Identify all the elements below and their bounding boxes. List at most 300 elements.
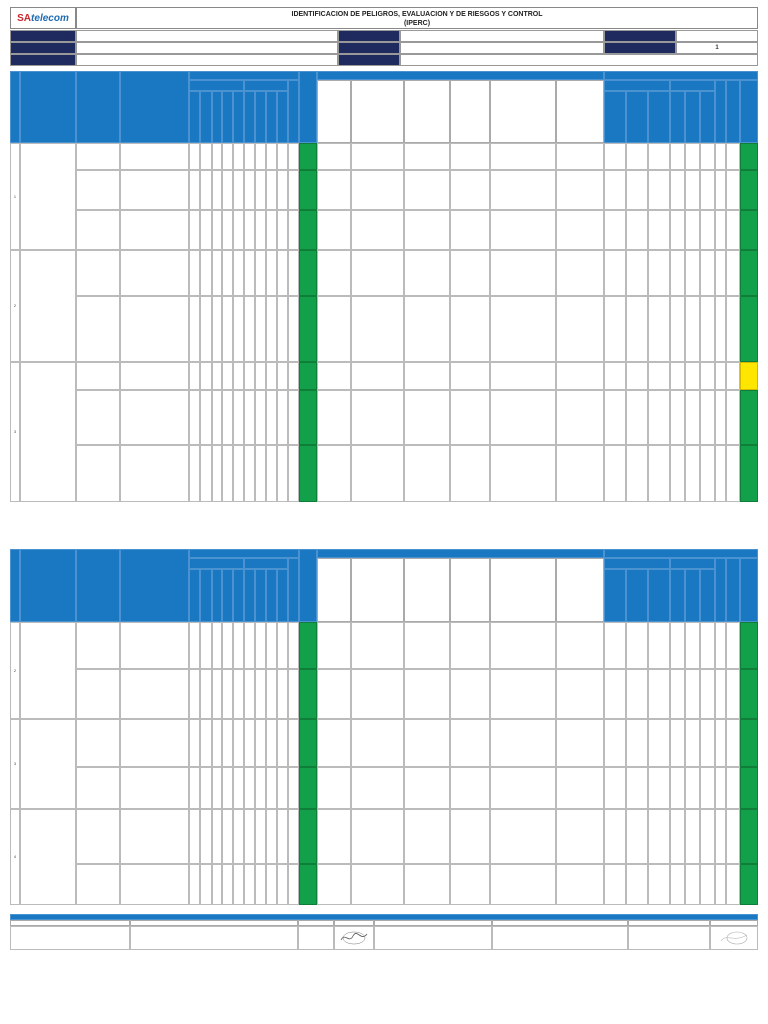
score-cell bbox=[244, 250, 255, 296]
subheader bbox=[626, 569, 648, 622]
residual-score-cell bbox=[604, 864, 626, 905]
score-cell bbox=[266, 622, 277, 669]
task-name bbox=[20, 622, 76, 719]
residual-score-cell bbox=[626, 296, 648, 362]
stamp-image bbox=[710, 926, 758, 950]
score-cell bbox=[266, 170, 277, 210]
control-cell bbox=[556, 362, 604, 390]
risk-cell bbox=[120, 622, 189, 669]
residual-score-cell bbox=[604, 362, 626, 390]
col-header-number bbox=[10, 549, 20, 622]
residual-score-cell bbox=[726, 250, 740, 296]
control-cell bbox=[556, 210, 604, 250]
control-cell bbox=[490, 445, 556, 502]
control-cell bbox=[351, 622, 404, 669]
score-cell bbox=[255, 296, 266, 362]
control-cell bbox=[317, 296, 351, 362]
residual-score-cell bbox=[715, 445, 726, 502]
score-cell bbox=[266, 767, 277, 809]
residual-score-cell bbox=[726, 719, 740, 767]
residual-score-cell bbox=[726, 143, 740, 170]
score-cell bbox=[277, 445, 288, 502]
residual-score-cell bbox=[626, 719, 648, 767]
control-cell bbox=[450, 210, 490, 250]
prepared-name bbox=[130, 926, 298, 950]
control-cell bbox=[556, 669, 604, 719]
control-subheader bbox=[404, 80, 450, 143]
risk-cell bbox=[120, 445, 189, 502]
col-header-probability bbox=[189, 80, 244, 91]
control-cell bbox=[450, 669, 490, 719]
residual-level-green bbox=[740, 809, 758, 864]
risk-level-green bbox=[299, 170, 317, 210]
risk-level-green bbox=[299, 296, 317, 362]
score-cell bbox=[255, 669, 266, 719]
subheader bbox=[685, 569, 700, 622]
residual-score-cell bbox=[604, 210, 626, 250]
control-cell bbox=[351, 143, 404, 170]
score-cell bbox=[233, 809, 244, 864]
control-subheader bbox=[450, 558, 490, 622]
hazard-cell bbox=[76, 143, 120, 170]
control-cell bbox=[317, 445, 351, 502]
control-subheader bbox=[490, 558, 556, 622]
score-cell bbox=[212, 250, 222, 296]
col-header-controls bbox=[317, 71, 604, 80]
risk-level-green bbox=[299, 445, 317, 502]
score-cell bbox=[266, 210, 277, 250]
approved-date bbox=[628, 926, 710, 950]
score-cell bbox=[277, 809, 288, 864]
residual-score-cell bbox=[648, 390, 670, 445]
subheader bbox=[604, 91, 626, 143]
info-value bbox=[400, 30, 604, 42]
info-label bbox=[604, 42, 676, 54]
info-label bbox=[10, 42, 76, 54]
control-cell bbox=[317, 390, 351, 445]
control-cell bbox=[490, 210, 556, 250]
control-subheader bbox=[556, 558, 604, 622]
residual-score-cell bbox=[626, 362, 648, 390]
score-cell bbox=[222, 809, 233, 864]
score-cell bbox=[233, 719, 244, 767]
row-number: 2 bbox=[10, 250, 20, 362]
control-cell bbox=[404, 390, 450, 445]
score-cell bbox=[189, 250, 200, 296]
control-cell bbox=[351, 445, 404, 502]
control-cell bbox=[450, 170, 490, 210]
control-cell bbox=[556, 767, 604, 809]
residual-score-cell bbox=[715, 809, 726, 864]
risk-cell bbox=[120, 250, 189, 296]
score-cell bbox=[233, 622, 244, 669]
residual-score-cell bbox=[700, 864, 715, 905]
risk-level-green bbox=[299, 669, 317, 719]
residual-score-cell bbox=[700, 296, 715, 362]
control-cell bbox=[450, 362, 490, 390]
control-cell bbox=[317, 864, 351, 905]
score-cell bbox=[189, 390, 200, 445]
residual-score-cell bbox=[604, 170, 626, 210]
score-cell bbox=[244, 669, 255, 719]
score-cell bbox=[288, 390, 299, 445]
risk-cell bbox=[120, 809, 189, 864]
col-header-hazard bbox=[76, 71, 120, 143]
residual-score-cell bbox=[648, 362, 670, 390]
score-cell bbox=[266, 809, 277, 864]
subheader bbox=[266, 91, 277, 143]
col-header-risk-level bbox=[288, 558, 299, 622]
control-cell bbox=[450, 143, 490, 170]
control-cell bbox=[351, 210, 404, 250]
subheader bbox=[648, 91, 670, 143]
residual-score-cell bbox=[626, 669, 648, 719]
residual-score-cell bbox=[626, 445, 648, 502]
control-cell bbox=[404, 143, 450, 170]
control-cell bbox=[450, 445, 490, 502]
subheader bbox=[189, 91, 200, 143]
score-cell bbox=[288, 210, 299, 250]
control-cell bbox=[404, 445, 450, 502]
score-cell bbox=[222, 170, 233, 210]
score-cell bbox=[212, 170, 222, 210]
residual-score-cell bbox=[715, 622, 726, 669]
score-cell bbox=[212, 445, 222, 502]
score-cell bbox=[277, 669, 288, 719]
subheader bbox=[244, 569, 255, 622]
score-cell bbox=[277, 250, 288, 296]
subheader bbox=[255, 91, 266, 143]
hazard-cell bbox=[76, 622, 120, 669]
col-header-severity bbox=[670, 558, 715, 569]
control-cell bbox=[490, 296, 556, 362]
control-cell bbox=[556, 864, 604, 905]
score-cell bbox=[244, 719, 255, 767]
subheader bbox=[626, 91, 648, 143]
control-cell bbox=[556, 250, 604, 296]
residual-score-cell bbox=[700, 143, 715, 170]
residual-score-cell bbox=[700, 170, 715, 210]
score-cell bbox=[189, 210, 200, 250]
score-cell bbox=[233, 390, 244, 445]
residual-score-cell bbox=[670, 390, 685, 445]
score-cell bbox=[200, 362, 212, 390]
score-cell bbox=[266, 719, 277, 767]
residual-score-cell bbox=[715, 669, 726, 719]
control-cell bbox=[490, 669, 556, 719]
col-header-task bbox=[20, 71, 76, 143]
control-cell bbox=[351, 809, 404, 864]
residual-score-cell bbox=[626, 809, 648, 864]
residual-score-cell bbox=[700, 445, 715, 502]
score-cell bbox=[189, 170, 200, 210]
score-cell bbox=[212, 809, 222, 864]
score-cell bbox=[233, 170, 244, 210]
residual-score-cell bbox=[715, 767, 726, 809]
control-cell bbox=[490, 170, 556, 210]
score-cell bbox=[233, 296, 244, 362]
residual-score-cell bbox=[715, 250, 726, 296]
score-cell bbox=[266, 864, 277, 905]
hazard-cell bbox=[76, 170, 120, 210]
prepared-by bbox=[10, 926, 130, 950]
residual-score-cell bbox=[715, 390, 726, 445]
score-cell bbox=[244, 864, 255, 905]
control-cell bbox=[317, 669, 351, 719]
score-cell bbox=[288, 809, 299, 864]
residual-score-cell bbox=[726, 445, 740, 502]
col-header-hazard bbox=[76, 549, 120, 622]
score-cell bbox=[212, 296, 222, 362]
residual-score-cell bbox=[604, 390, 626, 445]
info-value bbox=[76, 42, 338, 54]
score-cell bbox=[244, 170, 255, 210]
score-cell bbox=[222, 669, 233, 719]
control-cell bbox=[556, 390, 604, 445]
residual-score-cell bbox=[626, 143, 648, 170]
control-cell bbox=[490, 143, 556, 170]
control-cell bbox=[317, 210, 351, 250]
control-cell bbox=[450, 390, 490, 445]
control-cell bbox=[404, 362, 450, 390]
score-cell bbox=[222, 719, 233, 767]
residual-score-cell bbox=[700, 390, 715, 445]
control-cell bbox=[317, 622, 351, 669]
residual-score-cell bbox=[685, 445, 700, 502]
col-header-severity bbox=[244, 80, 288, 91]
residual-score-cell bbox=[626, 864, 648, 905]
risk-level-green bbox=[299, 809, 317, 864]
control-cell bbox=[404, 864, 450, 905]
score-cell bbox=[288, 719, 299, 767]
residual-score-cell bbox=[726, 622, 740, 669]
control-subheader bbox=[556, 80, 604, 143]
residual-score-cell bbox=[604, 445, 626, 502]
score-cell bbox=[200, 210, 212, 250]
hazard-cell bbox=[76, 210, 120, 250]
subheader bbox=[189, 569, 200, 622]
score-cell bbox=[200, 170, 212, 210]
residual-score-cell bbox=[648, 296, 670, 362]
subheader bbox=[266, 569, 277, 622]
residual-score-cell bbox=[648, 767, 670, 809]
residual-score-cell bbox=[648, 143, 670, 170]
score-cell bbox=[200, 719, 212, 767]
score-cell bbox=[233, 864, 244, 905]
residual-score-cell bbox=[604, 669, 626, 719]
residual-score-cell bbox=[648, 210, 670, 250]
score-cell bbox=[189, 809, 200, 864]
residual-score-cell bbox=[604, 296, 626, 362]
row-number: 4 bbox=[10, 809, 20, 905]
control-cell bbox=[404, 669, 450, 719]
residual-score-cell bbox=[648, 669, 670, 719]
score-cell bbox=[200, 143, 212, 170]
residual-score-cell bbox=[685, 296, 700, 362]
control-cell bbox=[404, 170, 450, 210]
residual-score-cell bbox=[726, 809, 740, 864]
residual-score-cell bbox=[700, 719, 715, 767]
score-cell bbox=[189, 143, 200, 170]
residual-score-cell bbox=[685, 362, 700, 390]
control-cell bbox=[404, 250, 450, 296]
risk-cell bbox=[120, 170, 189, 210]
col-header-probability bbox=[189, 558, 244, 569]
control-cell bbox=[404, 719, 450, 767]
control-cell bbox=[404, 296, 450, 362]
risk-cell bbox=[120, 864, 189, 905]
risk-cell bbox=[120, 767, 189, 809]
subheader bbox=[726, 80, 740, 143]
score-cell bbox=[255, 809, 266, 864]
subheader bbox=[700, 569, 715, 622]
score-cell bbox=[212, 767, 222, 809]
score-cell bbox=[255, 445, 266, 502]
info-value bbox=[76, 30, 338, 42]
residual-score-cell bbox=[648, 719, 670, 767]
task-name bbox=[20, 143, 76, 250]
approved-by bbox=[374, 926, 492, 950]
control-cell bbox=[317, 719, 351, 767]
row-number: 1 bbox=[10, 143, 20, 250]
residual-score-cell bbox=[670, 622, 685, 669]
score-cell bbox=[222, 362, 233, 390]
score-cell bbox=[288, 250, 299, 296]
control-cell bbox=[556, 170, 604, 210]
score-cell bbox=[277, 767, 288, 809]
control-cell bbox=[404, 767, 450, 809]
residual-score-cell bbox=[685, 719, 700, 767]
subheader bbox=[233, 569, 244, 622]
residual-score-cell bbox=[670, 445, 685, 502]
score-cell bbox=[233, 210, 244, 250]
residual-score-cell bbox=[685, 864, 700, 905]
control-cell bbox=[490, 362, 556, 390]
col-header-classification bbox=[299, 549, 317, 622]
score-cell bbox=[222, 210, 233, 250]
score-cell bbox=[200, 669, 212, 719]
col-header-severity bbox=[670, 80, 715, 91]
score-cell bbox=[277, 719, 288, 767]
residual-score-cell bbox=[648, 864, 670, 905]
residual-score-cell bbox=[626, 170, 648, 210]
subheader bbox=[715, 80, 726, 143]
residual-score-cell bbox=[700, 250, 715, 296]
score-cell bbox=[288, 767, 299, 809]
control-cell bbox=[450, 250, 490, 296]
col-header-controls bbox=[317, 549, 604, 558]
row-number: 3 bbox=[10, 362, 20, 502]
score-cell bbox=[288, 669, 299, 719]
residual-level-green bbox=[740, 390, 758, 445]
risk-cell bbox=[120, 669, 189, 719]
score-cell bbox=[212, 719, 222, 767]
score-cell bbox=[255, 719, 266, 767]
residual-score-cell bbox=[700, 809, 715, 864]
row-number: 2 bbox=[10, 622, 20, 719]
residual-score-cell bbox=[726, 767, 740, 809]
signature-image bbox=[334, 926, 374, 950]
risk-level-green bbox=[299, 767, 317, 809]
subheader bbox=[726, 558, 740, 622]
score-cell bbox=[222, 622, 233, 669]
score-cell bbox=[189, 296, 200, 362]
score-cell bbox=[212, 622, 222, 669]
score-cell bbox=[244, 390, 255, 445]
residual-score-cell bbox=[626, 250, 648, 296]
info-label bbox=[604, 30, 676, 42]
residual-score-cell bbox=[685, 143, 700, 170]
residual-score-cell bbox=[685, 767, 700, 809]
col-header-initial-eval bbox=[189, 71, 299, 80]
score-cell bbox=[200, 250, 212, 296]
subheader bbox=[670, 569, 685, 622]
residual-score-cell bbox=[670, 809, 685, 864]
score-cell bbox=[212, 390, 222, 445]
residual-score-cell bbox=[685, 622, 700, 669]
score-cell bbox=[189, 622, 200, 669]
info-value bbox=[676, 30, 758, 42]
residual-score-cell bbox=[670, 143, 685, 170]
residual-score-cell bbox=[604, 622, 626, 669]
residual-score-cell bbox=[648, 809, 670, 864]
control-cell bbox=[490, 719, 556, 767]
score-cell bbox=[244, 143, 255, 170]
subheader bbox=[648, 569, 670, 622]
score-cell bbox=[222, 143, 233, 170]
score-cell bbox=[255, 250, 266, 296]
residual-score-cell bbox=[604, 809, 626, 864]
control-cell bbox=[317, 250, 351, 296]
score-cell bbox=[233, 362, 244, 390]
control-cell bbox=[490, 622, 556, 669]
col-header-probability bbox=[604, 80, 670, 91]
control-subheader bbox=[317, 558, 351, 622]
risk-level-green bbox=[299, 390, 317, 445]
control-cell bbox=[317, 809, 351, 864]
residual-score-cell bbox=[648, 250, 670, 296]
score-cell bbox=[288, 170, 299, 210]
score-cell bbox=[222, 445, 233, 502]
subheader bbox=[715, 558, 726, 622]
info-value bbox=[76, 54, 338, 66]
score-cell bbox=[266, 250, 277, 296]
score-cell bbox=[288, 445, 299, 502]
score-cell bbox=[266, 390, 277, 445]
col-header-initial-eval bbox=[189, 549, 299, 558]
col-header-risk-level bbox=[288, 80, 299, 143]
approved-name bbox=[492, 926, 628, 950]
info-label bbox=[338, 30, 400, 42]
residual-score-cell bbox=[670, 767, 685, 809]
residual-score-cell bbox=[685, 390, 700, 445]
score-cell bbox=[212, 210, 222, 250]
risk-cell bbox=[120, 210, 189, 250]
control-cell bbox=[351, 669, 404, 719]
score-cell bbox=[200, 296, 212, 362]
control-cell bbox=[490, 809, 556, 864]
residual-level-green bbox=[740, 445, 758, 502]
col-header-severity bbox=[244, 558, 288, 569]
residual-score-cell bbox=[715, 143, 726, 170]
score-cell bbox=[200, 809, 212, 864]
subheader bbox=[222, 91, 233, 143]
score-cell bbox=[277, 390, 288, 445]
col-header-number bbox=[10, 71, 20, 143]
subheader bbox=[255, 569, 266, 622]
residual-score-cell bbox=[626, 767, 648, 809]
score-cell bbox=[255, 390, 266, 445]
